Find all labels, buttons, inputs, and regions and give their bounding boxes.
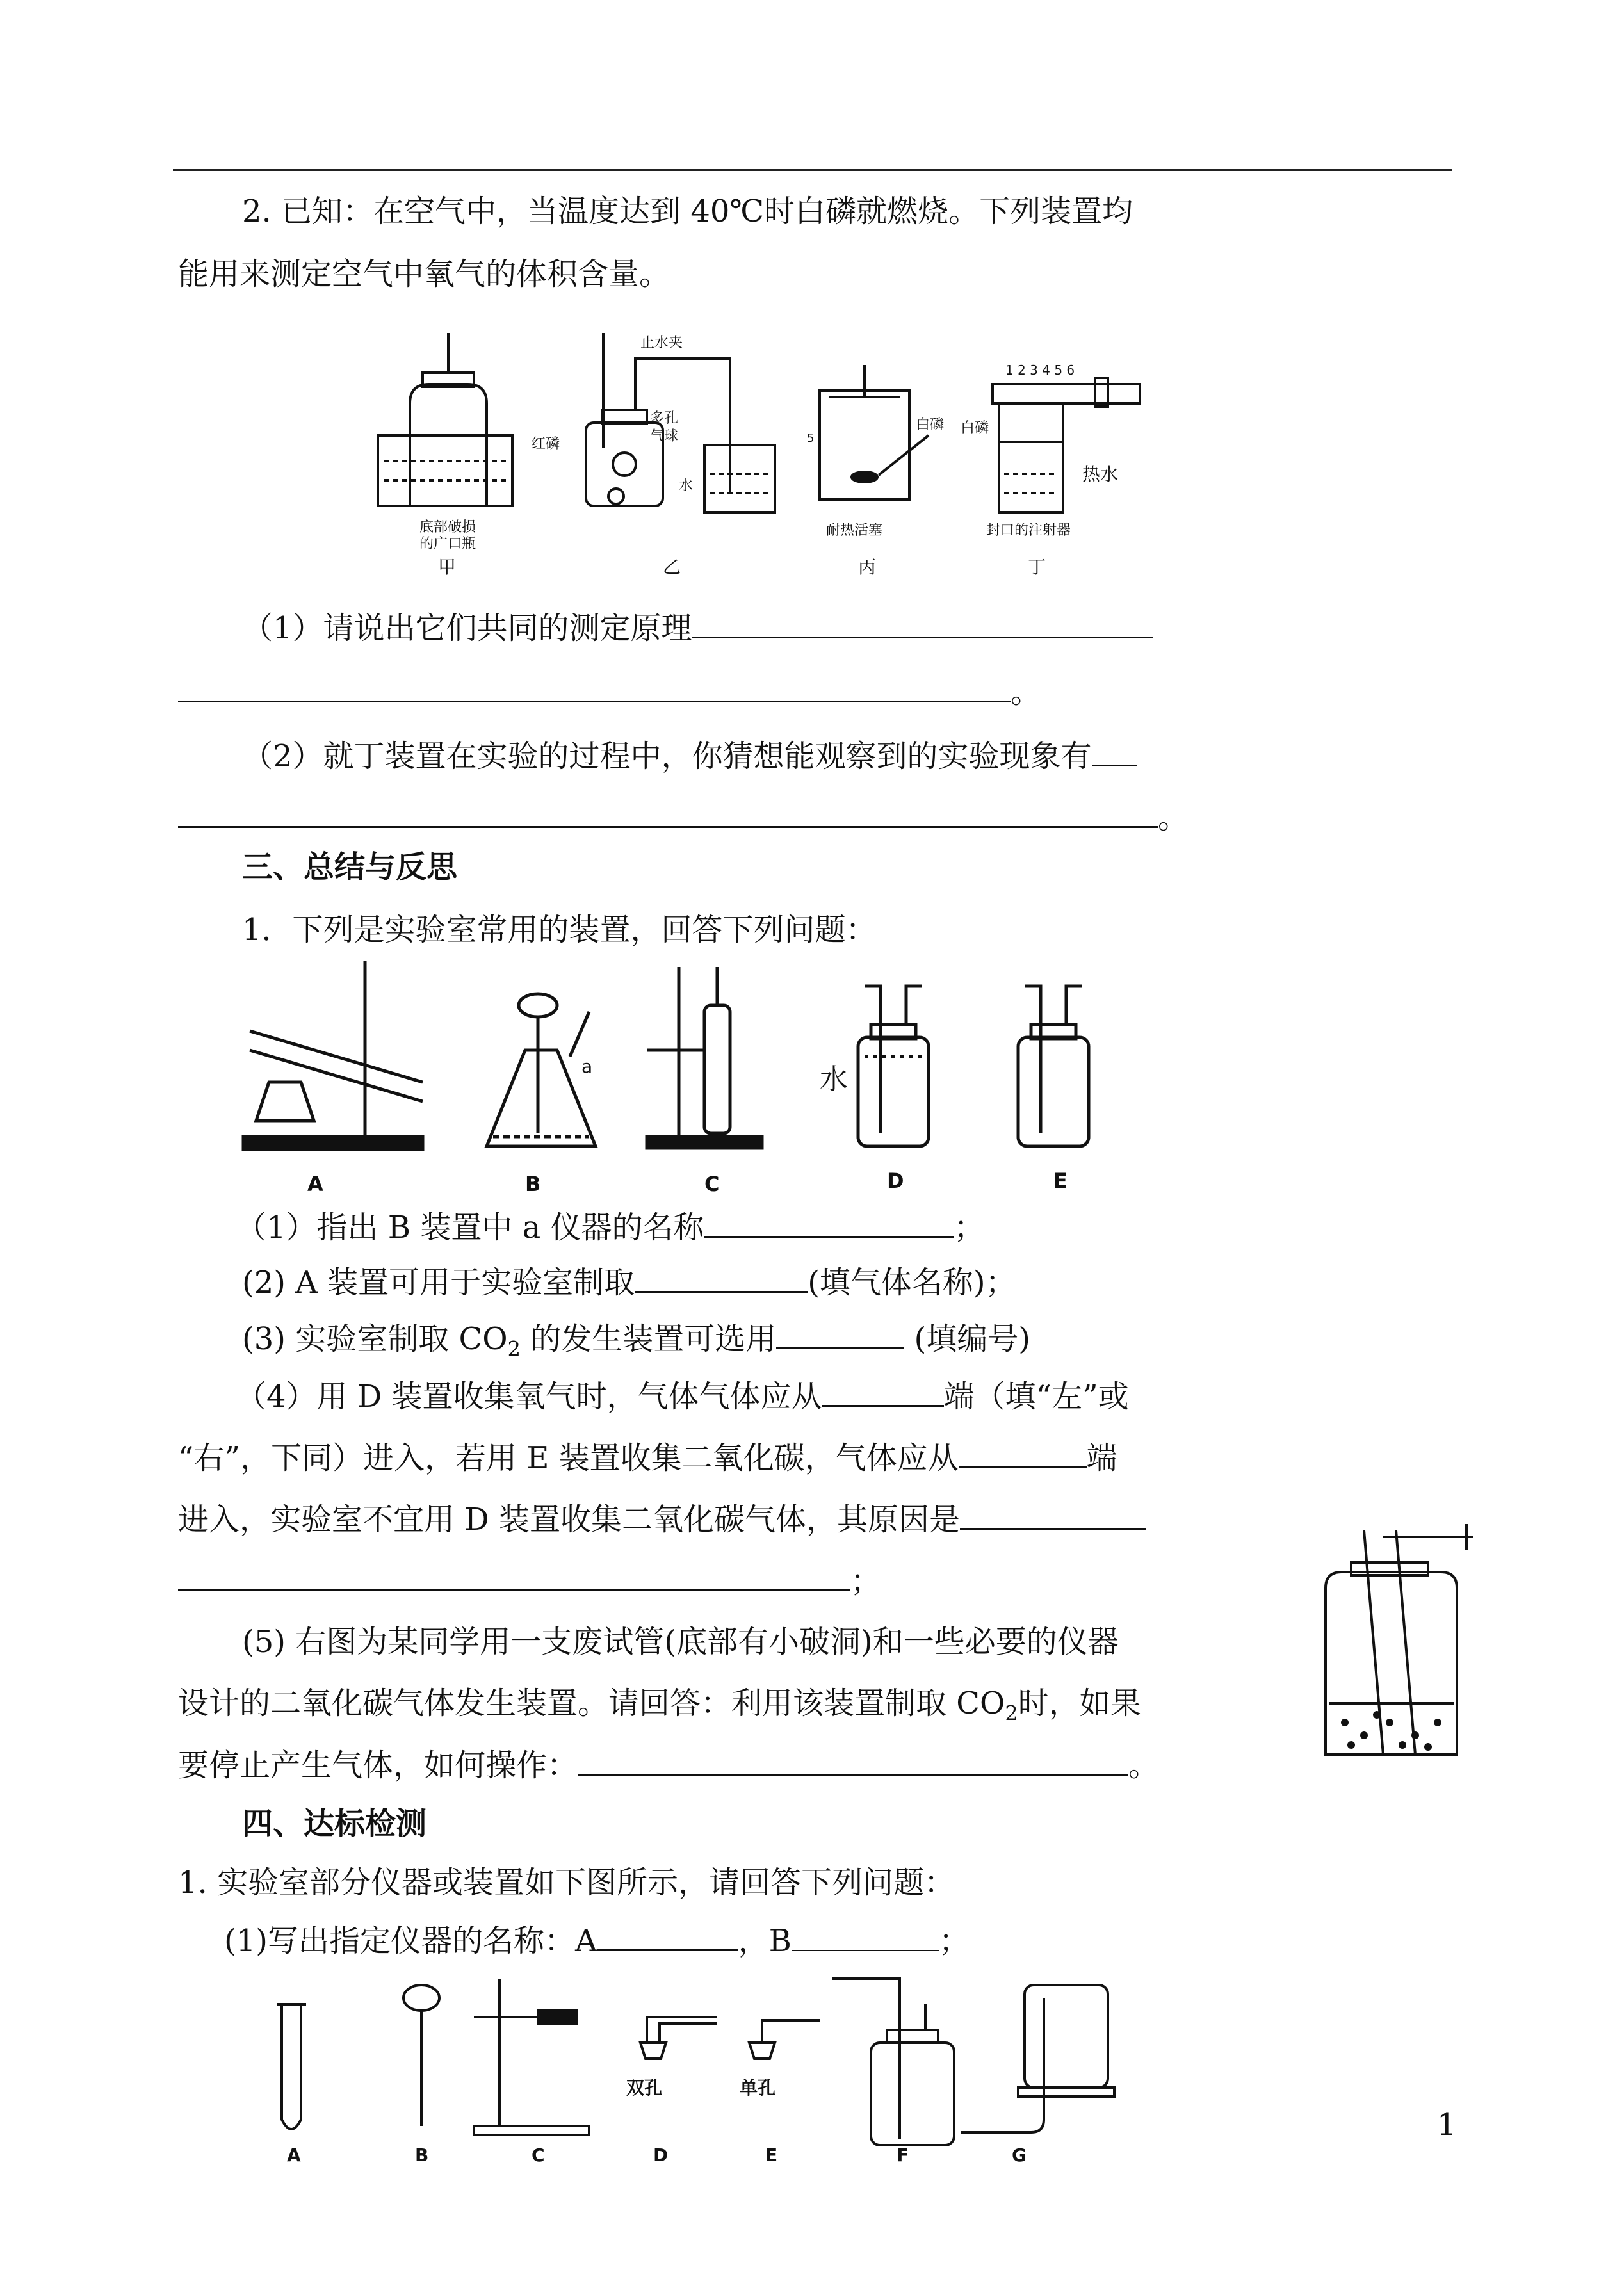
label-D: D bbox=[887, 1169, 904, 1193]
s3-i2: (2) A 装置可用于实验室制取 (填气体名称)； bbox=[242, 1263, 1016, 1302]
label-water: 水 bbox=[679, 478, 694, 494]
s3-i4d: ； bbox=[178, 1561, 881, 1600]
label-bing: 丙 bbox=[858, 556, 877, 576]
bing-scale: 5 bbox=[807, 432, 815, 445]
instruments-figure-abcdefg bbox=[256, 1966, 1140, 2171]
label-ball-1: 多孔 bbox=[650, 410, 679, 426]
label-E: E bbox=[1053, 1169, 1068, 1193]
label4-D: D bbox=[653, 2145, 669, 2166]
q2-sub1-cont: 。 bbox=[178, 672, 1041, 711]
label-a: a bbox=[581, 1056, 593, 1077]
q2-sub1: （1）请说出它们共同的测定原理 bbox=[242, 608, 1153, 647]
label-jia: 甲 bbox=[438, 556, 457, 576]
label4-single-hole: 单孔 bbox=[740, 2077, 776, 2098]
q2-line1: 2. 已知：在空气中，当温度达到 40℃时白磷就燃烧。下列装置均 bbox=[242, 193, 1133, 229]
label4-E: E bbox=[765, 2145, 778, 2166]
label-water-D: 水 bbox=[820, 1063, 848, 1096]
q2-sub2: （2）就丁装置在实验的过程中，你猜想能观察到的实验现象有 bbox=[242, 736, 1137, 775]
label4-B: B bbox=[415, 2145, 429, 2166]
s3-i4a: （4）用 D 装置收集氧气时，气体气体应从 端（填“左”或 bbox=[236, 1377, 1129, 1416]
s3-i4c: 进入，实验室不宜用 D 装置收集二氧化碳气体，其原因是 bbox=[178, 1500, 1146, 1539]
label-red-phosphorus: 红磷 bbox=[532, 436, 560, 452]
label-clip: 止水夹 bbox=[640, 335, 683, 351]
label-B: B bbox=[525, 1172, 541, 1196]
label-white-phosphorus-1: 白磷 bbox=[916, 417, 945, 433]
label-white-phosphorus-2: 白磷 bbox=[961, 420, 989, 436]
s3-i4b: “右”，下同）进入，若用 E 装置收集二氧化碳，气体应从 端 bbox=[178, 1438, 1117, 1477]
page-number: 1 bbox=[1437, 2107, 1457, 2143]
label-hot-water: 热水 bbox=[1082, 464, 1119, 485]
label4-A: A bbox=[287, 2145, 301, 2166]
co2-generator-figure bbox=[1313, 1511, 1498, 1767]
label-ding: 丁 bbox=[1028, 556, 1046, 576]
ding-scale: 1 2 3 4 5 6 bbox=[1005, 362, 1075, 378]
label4-G: G bbox=[1012, 2145, 1027, 2166]
label-yi: 乙 bbox=[663, 556, 681, 576]
s3-i5b: 设计的二氧化碳气体发生装置。请回答：利用该装置制取 $CO_2$时，如果 bbox=[178, 1685, 1141, 1726]
label-ball-2: 气球 bbox=[650, 428, 679, 444]
jia-caption-2: 的广口瓶 bbox=[419, 536, 476, 552]
s3-i5a: (5) 右图为某同学用一支废试管(底部有小破洞)和一些必要的仪器 bbox=[242, 1624, 1119, 1660]
oxygen-apparatus-figure bbox=[359, 320, 1165, 576]
header-rule bbox=[173, 169, 1452, 171]
ding-caption: 封口的注射器 bbox=[986, 523, 1071, 539]
s3-i3: (3) 实验室制取 $CO_2$ 的发生装置可选用 (填编号) bbox=[242, 1319, 1030, 1368]
section4-heading: 四、达标检测 bbox=[242, 1806, 427, 1842]
q2-line2: 能用来测定空气中氧气的体积含量。 bbox=[178, 256, 670, 292]
s3-i1: （1）指出 B 装置中 a 仪器的名称 ； bbox=[236, 1208, 984, 1247]
s3-i5c: 要停止产生气体，如何操作： 。 bbox=[178, 1746, 1159, 1785]
label4-double-hole: 双孔 bbox=[626, 2077, 663, 2098]
s3-q1: 1．下列是实验室常用的装置，回答下列问题： bbox=[242, 912, 877, 948]
section3-heading: 三、总结与反思 bbox=[242, 849, 458, 885]
s4-i1: (1)写出指定仪器的名称：A ，B ； bbox=[224, 1921, 970, 1960]
lab-apparatus-figure-abcde bbox=[231, 954, 1127, 1197]
s4-q1: 1. 实验室部分仪器或装置如下图所示，请回答下列问题： bbox=[178, 1865, 955, 1901]
label4-F: F bbox=[897, 2145, 909, 2166]
jia-caption-1: 底部破损 bbox=[419, 519, 476, 535]
label-C: C bbox=[704, 1172, 720, 1196]
label4-C: C bbox=[532, 2145, 545, 2166]
bing-caption: 耐热活塞 bbox=[826, 523, 883, 539]
q2-sub2-cont: 。 bbox=[178, 798, 1189, 837]
label-A: A bbox=[307, 1172, 323, 1196]
